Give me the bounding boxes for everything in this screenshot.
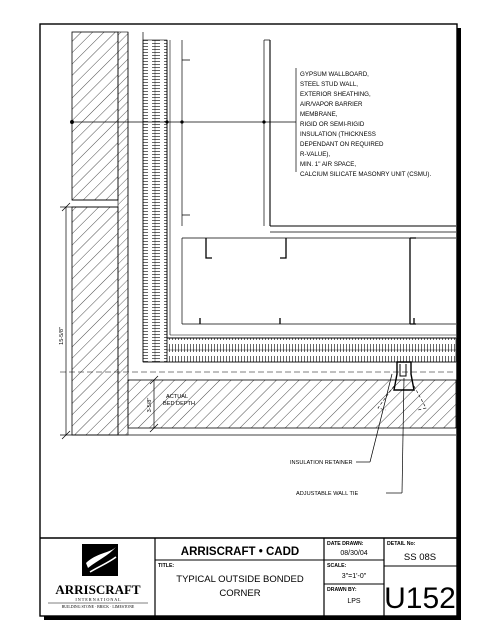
dimension-height-label: 15-5/8" bbox=[59, 327, 65, 345]
wall-note-line: CALCIUM SILICATE MASONRY UNIT (CSMU). bbox=[300, 171, 432, 178]
scale-value: 3"=1'-0" bbox=[341, 573, 367, 580]
date-value: 08/30/04 bbox=[340, 550, 368, 557]
wall-note-line: EXTERIOR SHEATHING, bbox=[300, 91, 371, 98]
wall-note-line: MIN. 1" AIR SPACE, bbox=[300, 161, 357, 168]
drawn-by-value: LPS bbox=[347, 598, 361, 605]
wall-note-line: DEPENDANT ON REQUIRED bbox=[300, 141, 384, 148]
logo-tagline: BUILDING STONE · BRICK · LIMESTONE bbox=[61, 605, 135, 609]
title-line2: CORNER bbox=[219, 588, 261, 599]
title-label: TITLE: bbox=[158, 563, 175, 569]
dimension-bed-label: 3-5/8" bbox=[147, 397, 153, 413]
logo-name: ARRISCRAFT bbox=[55, 582, 141, 597]
detail-value: SS 08S bbox=[403, 552, 437, 563]
company-name: ARRISCRAFT • CADD bbox=[180, 546, 300, 558]
wall-note-line: STEEL STUD WALL, bbox=[300, 81, 358, 88]
wall-note-line: GYPSUM WALLBOARD, bbox=[300, 71, 369, 78]
wall-note-line: RIGID OR SEMI-RIGID bbox=[300, 121, 365, 128]
drawn-by-label: DRAWN BY: bbox=[327, 587, 357, 593]
wall-note-line: AIR/VAPOR BARRIER bbox=[300, 101, 363, 108]
logo-subtitle: I N T E R N A T I O N A L bbox=[75, 597, 121, 602]
actual-bed-depth-line1: ACTUAL bbox=[166, 394, 189, 400]
rigid-insulation-vertical bbox=[143, 40, 167, 362]
actual-bed-depth-line2: BED DEPTH bbox=[163, 401, 196, 407]
callout-insulation-retainer: INSULATION RETAINER bbox=[290, 460, 353, 466]
wall-note-line: R-VALUE), bbox=[300, 151, 331, 158]
date-label: DATE DRAWN: bbox=[327, 541, 364, 547]
title-line1: TYPICAL OUTSIDE BONDED bbox=[176, 574, 304, 585]
callout-adjustable-wall-tie: ADJUSTABLE WALL TIE bbox=[296, 491, 359, 497]
scale-label: SCALE: bbox=[327, 563, 347, 569]
wall-note-line: INSULATION (THICKNESS bbox=[300, 131, 376, 138]
wall-note-line: MEMBRANE, bbox=[300, 111, 338, 118]
detail-number: U152 bbox=[384, 582, 456, 615]
detail-label: DETAIL No: bbox=[387, 541, 416, 547]
rigid-insulation-horizontal bbox=[167, 338, 456, 362]
